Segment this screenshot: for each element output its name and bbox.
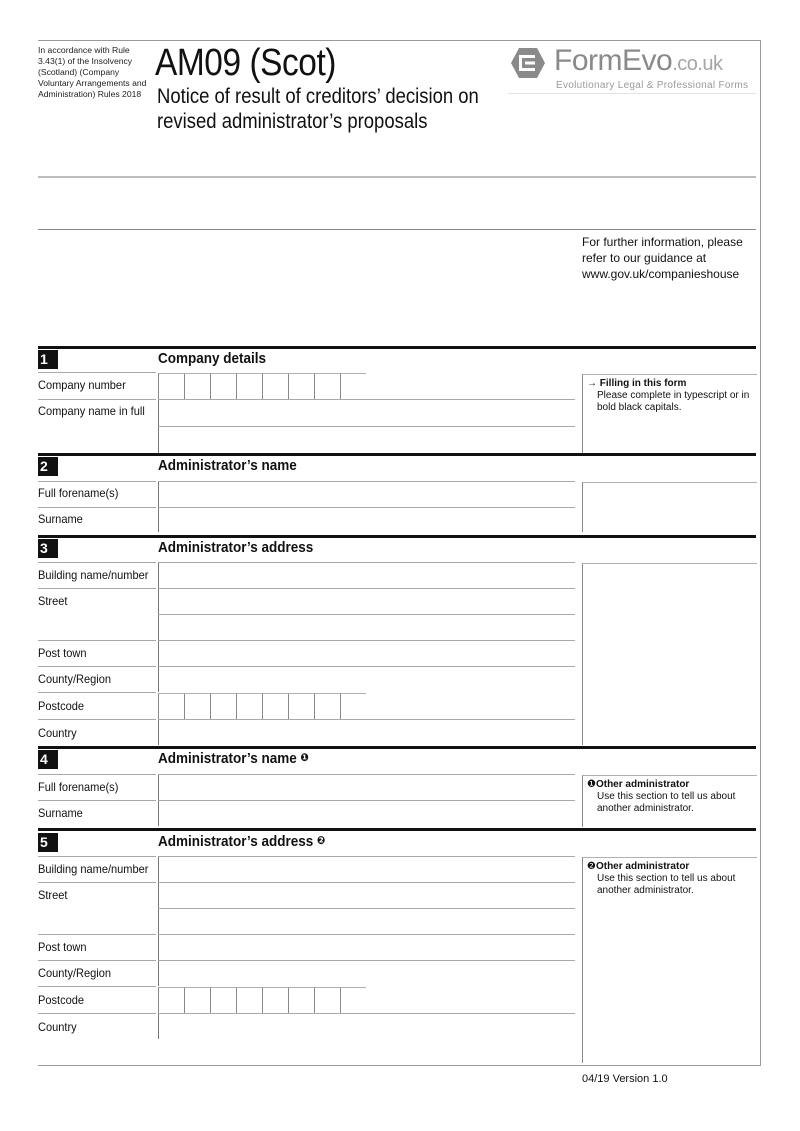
note-other-administrator-1 xyxy=(582,775,757,827)
postcode-box[interactable] xyxy=(314,987,340,1013)
field-divider xyxy=(158,508,159,532)
postcode-box[interactable] xyxy=(262,693,288,719)
company-number-boxes[interactable] xyxy=(158,373,366,399)
row-divider xyxy=(158,882,575,883)
row-divider xyxy=(38,640,156,641)
field-divider xyxy=(158,641,159,666)
row-divider xyxy=(38,399,156,400)
row-divider xyxy=(158,774,575,775)
label-company-number: Company number xyxy=(38,378,126,392)
field-divider xyxy=(158,883,159,908)
formevo-logo-icon xyxy=(510,47,546,79)
postcode-box[interactable] xyxy=(236,987,262,1013)
row-divider xyxy=(158,588,575,589)
label-post-town-2: Post town xyxy=(38,940,87,954)
label-post-town: Post town xyxy=(38,646,87,660)
postcode-box[interactable] xyxy=(314,693,340,719)
company-number-box[interactable] xyxy=(210,373,236,399)
logo-tagline: Evolutionary Legal & Professional Forms xyxy=(556,80,749,91)
postcode-box[interactable] xyxy=(210,693,236,719)
row-divider xyxy=(38,588,156,589)
company-number-box[interactable] xyxy=(288,373,314,399)
label-company-name: Company name in full xyxy=(38,404,145,418)
company-number-box[interactable] xyxy=(340,373,366,399)
logo-divider xyxy=(508,93,756,94)
label-country-2: Country xyxy=(38,1020,77,1034)
row-divider xyxy=(38,562,156,563)
country-input[interactable] xyxy=(160,721,574,744)
note-title: Other administrator xyxy=(595,861,690,872)
field-divider xyxy=(158,667,159,692)
street-input-2-line-2[interactable] xyxy=(160,910,574,933)
row-divider xyxy=(158,640,575,641)
postcode-box[interactable] xyxy=(184,987,210,1013)
label-street: Street xyxy=(38,594,68,608)
building-input-2[interactable] xyxy=(160,858,574,881)
country-input-2[interactable] xyxy=(160,1015,574,1038)
field-divider xyxy=(158,935,159,960)
row-divider xyxy=(158,507,575,508)
note-2-icon: ❷ xyxy=(587,861,596,872)
row-divider xyxy=(38,372,156,373)
company-number-box[interactable] xyxy=(158,373,184,399)
section-4-title-text: Administrator’s name xyxy=(158,750,297,767)
form-title: Notice of result of creditors’ decision on revised administrator’s proposals xyxy=(157,85,479,133)
page-frame-top xyxy=(38,40,761,41)
note-body: Use this section to tell us about another administrator. xyxy=(597,873,736,896)
row-divider xyxy=(158,426,575,427)
field-divider xyxy=(158,720,159,745)
row-divider xyxy=(158,399,575,400)
street-input-2[interactable] xyxy=(160,884,574,907)
form-code: AM09 (Scot) xyxy=(155,42,336,84)
section-3-title: Administrator’s address xyxy=(158,539,314,556)
header-divider-2 xyxy=(38,229,756,230)
section-3-number: 3 xyxy=(38,539,58,558)
field-divider xyxy=(158,775,159,800)
label-forenames-2: Full forename(s) xyxy=(38,780,119,794)
label-building-2: Building name/number xyxy=(38,862,149,876)
row-divider xyxy=(38,882,156,883)
postcode-box[interactable] xyxy=(184,693,210,719)
field-divider xyxy=(158,961,159,986)
section-3-bar xyxy=(38,535,756,538)
section-4-number: 4 xyxy=(38,750,58,769)
postcode-boxes-2[interactable] xyxy=(158,987,366,1013)
logo-suffix: .co.uk xyxy=(672,53,723,75)
arrow-right-icon: → xyxy=(587,378,597,389)
row-divider xyxy=(158,614,575,615)
row-divider xyxy=(38,666,156,667)
postcode-box[interactable] xyxy=(288,987,314,1013)
row-divider xyxy=(158,856,575,857)
note-1-marker-icon: ❶ xyxy=(300,752,309,764)
row-divider xyxy=(38,507,156,508)
label-building: Building name/number xyxy=(38,568,149,582)
row-divider xyxy=(38,986,156,987)
row-divider xyxy=(38,692,156,693)
post-town-input-2[interactable] xyxy=(160,936,574,959)
row-divider xyxy=(158,562,575,563)
note-title: Filling in this form xyxy=(599,378,687,389)
side-panel xyxy=(582,563,757,745)
row-divider xyxy=(158,960,575,961)
section-2-title: Administrator’s name xyxy=(158,457,297,474)
row-divider xyxy=(158,934,575,935)
field-divider xyxy=(158,857,159,882)
note-other-administrator-2 xyxy=(582,857,757,1063)
street-input-line-2[interactable] xyxy=(160,616,574,639)
row-divider xyxy=(158,908,575,909)
note-title: Other administrator xyxy=(595,779,690,790)
row-divider xyxy=(158,1013,575,1014)
forenames-input[interactable] xyxy=(160,483,574,506)
section-4-bar xyxy=(38,746,756,749)
field-divider xyxy=(158,909,159,934)
label-street-2: Street xyxy=(38,888,68,902)
company-number-box[interactable] xyxy=(262,373,288,399)
postcode-box[interactable] xyxy=(340,987,366,1013)
forenames-input-2[interactable] xyxy=(160,776,574,799)
label-surname: Surname xyxy=(38,512,83,526)
postcode-box[interactable] xyxy=(210,987,236,1013)
row-divider xyxy=(158,800,575,801)
post-town-input[interactable] xyxy=(160,642,574,665)
legal-reference: In accordance with Rule 3.43(1) of the Insolvency (Scotland) (Company Voluntary Arrangements and Administration) Rules 2018 xyxy=(38,45,147,99)
company-name-input[interactable] xyxy=(160,401,574,425)
formevo-logo xyxy=(508,43,756,91)
row-divider xyxy=(38,481,156,482)
note-1-icon: ❶ xyxy=(587,779,596,790)
form-version: 04/19 Version 1.0 xyxy=(582,1073,668,1085)
label-surname-2: Surname xyxy=(38,806,83,820)
company-name-input-line-2[interactable] xyxy=(160,428,574,452)
section-1-number: 1 xyxy=(38,350,58,369)
section-1-bar xyxy=(38,346,756,349)
row-divider xyxy=(38,934,156,935)
field-divider xyxy=(158,563,159,588)
label-postcode: Postcode xyxy=(38,699,85,713)
row-divider xyxy=(158,719,575,720)
label-county: County/Region xyxy=(38,672,112,686)
field-divider xyxy=(158,589,159,614)
company-number-box[interactable] xyxy=(184,373,210,399)
page-frame-bottom xyxy=(38,1065,761,1066)
company-number-box[interactable] xyxy=(236,373,262,399)
row-divider xyxy=(38,719,156,720)
section-2-bar xyxy=(38,453,756,456)
postcode-boxes[interactable] xyxy=(158,693,366,719)
postcode-box[interactable] xyxy=(158,987,184,1013)
label-postcode-2: Postcode xyxy=(38,993,85,1007)
row-divider xyxy=(38,774,156,775)
row-divider xyxy=(38,800,156,801)
guidance-text: For further information, please refer to our guidance at www.gov.uk/companieshouse xyxy=(582,235,743,281)
logo-name: FormEvo xyxy=(554,44,673,77)
field-divider xyxy=(158,1014,159,1039)
postcode-box[interactable] xyxy=(340,693,366,719)
section-4-title xyxy=(158,750,309,767)
section-5-number: 5 xyxy=(38,833,58,852)
note-body: Use this section to tell us about another administrator. xyxy=(597,791,736,814)
postcode-box[interactable] xyxy=(158,693,184,719)
field-divider xyxy=(158,801,159,826)
building-input[interactable] xyxy=(160,564,574,587)
label-country: Country xyxy=(38,726,77,740)
field-divider xyxy=(158,482,159,507)
field-divider xyxy=(158,615,159,640)
row-divider xyxy=(38,960,156,961)
field-divider xyxy=(158,400,159,426)
label-county-2: County/Region xyxy=(38,966,112,980)
company-number-box[interactable] xyxy=(314,373,340,399)
postcode-box[interactable] xyxy=(236,693,262,719)
postcode-box[interactable] xyxy=(262,987,288,1013)
surname-input[interactable] xyxy=(160,509,574,531)
county-input-2[interactable] xyxy=(160,962,574,985)
section-5-title xyxy=(158,833,325,850)
section-5-title-text: Administrator’s address xyxy=(158,833,314,850)
side-panel xyxy=(582,482,757,532)
county-input[interactable] xyxy=(160,668,574,691)
section-5-bar xyxy=(38,828,756,831)
street-input[interactable] xyxy=(160,590,574,613)
section-1-title: Company details xyxy=(158,350,267,367)
postcode-box[interactable] xyxy=(288,693,314,719)
note-body: Please complete in typescript or in bold black capitals. xyxy=(597,390,750,413)
row-divider xyxy=(158,481,575,482)
note-2-marker-icon: ❷ xyxy=(317,835,326,847)
field-divider xyxy=(158,427,159,453)
note-filling-in-form xyxy=(582,374,757,454)
row-divider xyxy=(38,856,156,857)
section-2-number: 2 xyxy=(38,457,58,476)
surname-input-2[interactable] xyxy=(160,802,574,825)
row-divider xyxy=(38,1013,156,1014)
label-forenames: Full forename(s) xyxy=(38,486,119,500)
header-divider-1 xyxy=(38,176,756,178)
page-frame-right xyxy=(760,40,761,1066)
row-divider xyxy=(158,666,575,667)
